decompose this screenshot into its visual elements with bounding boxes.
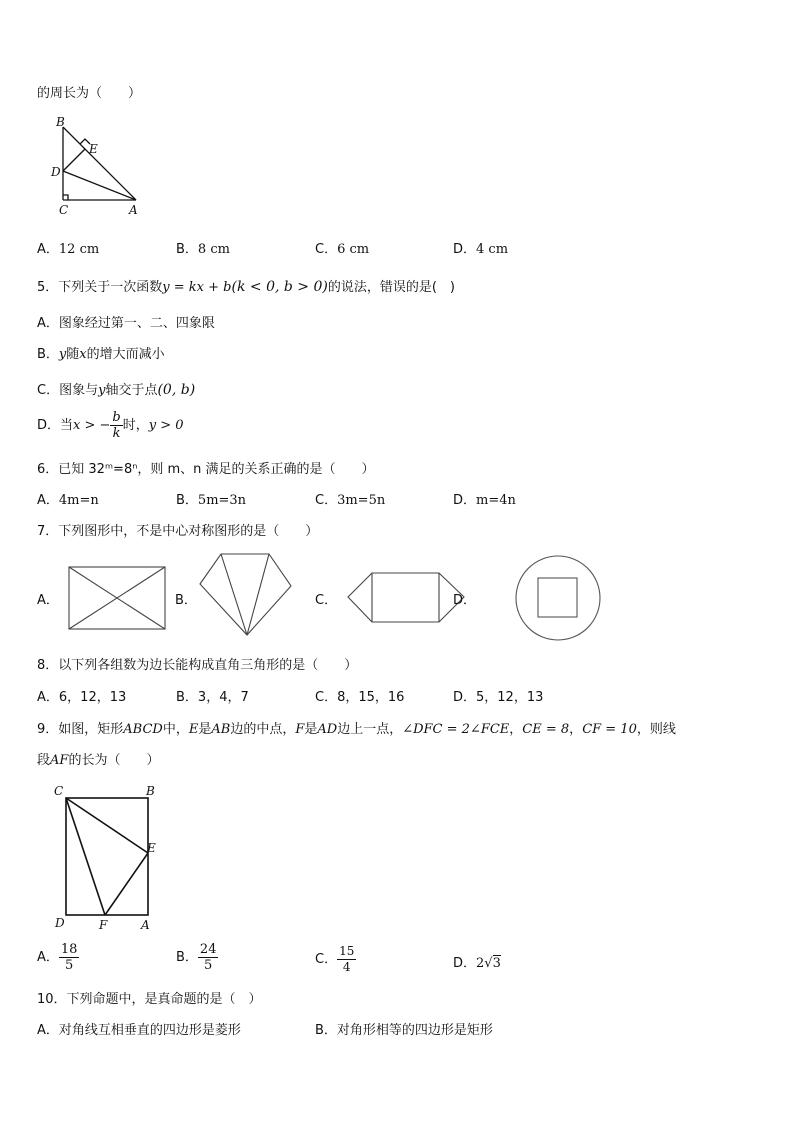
fraction [198, 942, 219, 973]
option-text: 轴交于点 [105, 383, 158, 398]
option-text: 6 cm [337, 242, 370, 257]
given-ce: CE = 8 [522, 722, 570, 737]
condition: (k < 0, b > 0) [231, 279, 328, 295]
option-text: m=4n [476, 493, 516, 508]
q4-label-d: D [51, 165, 61, 179]
angle-relation: ∠DFC = 2∠FCE [402, 722, 510, 737]
q8-option-d[interactable] [453, 686, 543, 705]
q8-stem: 8．以下列各组数为边长能构成直角三角形的是（ ） [37, 658, 358, 673]
q4-option-b[interactable] [176, 238, 230, 257]
q4-triangle-figure [48, 114, 148, 220]
q7-letter-c[interactable]: C． [315, 593, 338, 608]
q4-label-a: A [129, 203, 138, 217]
stem-text: 9．如图，矩形 [37, 722, 124, 737]
q7-stem: 7．下列图形中，不是中心对称图形的是（ ） [37, 524, 319, 539]
q7-figure-a-rectangle[interactable] [68, 566, 166, 630]
q10-stem: 10．下列命题中，是真命题的是（ ） [37, 992, 262, 1007]
variable: AB [211, 722, 231, 737]
stem-text: 是 [198, 722, 212, 737]
option-text: 8 cm [197, 242, 230, 257]
q9-label-b: B [146, 784, 155, 798]
q4-option-a[interactable] [37, 238, 99, 257]
fraction-numerator: 24 [199, 942, 217, 957]
fraction [59, 942, 80, 973]
q10-option-b[interactable]: B．对角形相等的四边形是矩形 [315, 1023, 493, 1038]
q9-label-c: C [54, 784, 64, 798]
variable: F [295, 722, 305, 737]
stem-text: 是 [304, 722, 318, 737]
q5-stem [37, 276, 455, 295]
q7-letter-a[interactable]: A． [37, 593, 59, 608]
stem-text: ，则线 [636, 722, 676, 737]
q9-label-e: E [147, 841, 156, 855]
q6-stem: 6．已知 32ᵐ=8ⁿ，则 m、n 满足的关系正确的是（ ） [37, 462, 375, 477]
q4-option-d[interactable] [453, 238, 508, 257]
option-letter: C． [315, 952, 338, 967]
option-letter: D． [37, 418, 61, 433]
stem-text: 的说法，错误的是( ) [327, 280, 456, 295]
q7-figure-d-circle-square[interactable] [513, 553, 603, 643]
option-letter: A． [37, 690, 59, 705]
formula: y = kx + b [162, 280, 232, 295]
option-text: 图象经过第一、二、四象限 [58, 316, 215, 331]
option-text: 随 [66, 347, 80, 362]
q4-stem-tail: 的周长为（ ） [37, 86, 142, 101]
option-text: 3，4，7 [197, 690, 249, 705]
q7-figure-c-hexagon[interactable] [346, 571, 468, 625]
option-letter: C． [37, 383, 60, 398]
option-letter: D． [453, 956, 477, 971]
q9-option-c[interactable] [315, 944, 356, 975]
question-number: 5． [37, 280, 59, 295]
option-text: 4m=n [58, 493, 99, 508]
q6-option-c[interactable] [315, 489, 385, 508]
option-letter: D． [453, 690, 477, 705]
q7-figure-b-pentagon[interactable] [198, 552, 296, 638]
q9-option-a[interactable] [37, 942, 79, 973]
result: y > 0 [148, 418, 184, 433]
q4-label-e: E [89, 142, 98, 156]
given-cf: CF = 10 [582, 722, 637, 737]
q9-option-d[interactable] [453, 952, 501, 971]
point: (0, b) [157, 382, 196, 398]
variable: AD [317, 722, 338, 737]
q9-stem-line1 [37, 718, 676, 737]
fraction-numerator: 18 [60, 942, 78, 957]
option-letter: B． [176, 690, 198, 705]
q5-option-d[interactable] [37, 410, 184, 441]
variable: ABCD [123, 722, 163, 737]
fraction-numerator: b [112, 410, 121, 425]
q7-letter-b[interactable]: B． [175, 593, 197, 608]
stem-text: 的长为（ ） [68, 753, 160, 768]
option-letter: B． [37, 347, 59, 362]
variable: y [58, 347, 67, 362]
q7-letter-d[interactable]: D． [453, 593, 477, 608]
option-text: 图象与 [59, 383, 99, 398]
q5-option-b[interactable] [37, 343, 165, 362]
q8-option-b[interactable] [176, 686, 249, 705]
option-letter: D． [453, 242, 477, 257]
variable: y [98, 383, 106, 398]
option-letter: D． [453, 493, 477, 508]
q4-label-c: C [59, 203, 69, 217]
variable: AF [50, 753, 69, 768]
option-text: 时， [122, 418, 149, 433]
fraction-numerator: 15 [339, 944, 355, 958]
q9-label-f: F [99, 918, 108, 932]
option-letter: A． [37, 950, 59, 965]
fraction-denominator: 4 [342, 960, 351, 974]
stem-text: 下列关于一次函数 [58, 280, 163, 295]
option-letter: C． [315, 690, 338, 705]
stem-text: 边上一点， [337, 722, 403, 737]
q5-option-a[interactable] [37, 312, 215, 331]
q8-option-a[interactable] [37, 686, 126, 705]
fraction-denominator: 5 [65, 958, 74, 973]
variable: E [188, 722, 199, 737]
option-text: 6，12，13 [58, 690, 127, 705]
option-letter: B． [176, 493, 198, 508]
option-text: 当 [60, 418, 74, 433]
option-letter: A． [37, 493, 59, 508]
option-text: 4 cm [476, 242, 509, 257]
q6-option-b[interactable] [176, 489, 246, 508]
q4-label-b: B [56, 115, 65, 129]
q9-option-b[interactable] [176, 942, 218, 973]
fraction-denominator: k [112, 426, 121, 441]
sqrt-icon: √ [484, 956, 493, 971]
q9-rectangle-figure [50, 780, 165, 935]
variable: x [79, 347, 87, 362]
option-letter: A． [37, 242, 59, 257]
option-letter: B． [176, 242, 198, 257]
q9-label-a: A [141, 918, 150, 932]
coefficient: 2 [476, 956, 485, 971]
option-letter: B． [176, 950, 198, 965]
q9-label-d: D [55, 916, 65, 930]
q4-option-c[interactable] [315, 238, 369, 257]
option-letter: A． [37, 316, 59, 331]
option-text: 8，15，16 [337, 690, 405, 705]
q8-option-c[interactable] [315, 686, 404, 705]
option-text: 的增大而减小 [86, 347, 165, 362]
option-text: 12 cm [58, 242, 100, 257]
inequality: x > − [73, 418, 111, 433]
stem-text: ， [509, 722, 523, 737]
q5-option-c[interactable] [37, 379, 195, 398]
q9-stem-line2 [37, 749, 159, 768]
stem-text: ， [569, 722, 583, 737]
q10-option-a[interactable]: A．对角线互相垂直的四边形是菱形 [37, 1023, 241, 1038]
option-letter: C． [315, 242, 338, 257]
stem-text: 中， [162, 722, 189, 737]
fraction [337, 944, 356, 975]
stem-text: 段 [37, 753, 51, 768]
option-text: 3m=5n [337, 493, 386, 508]
radicand: 3 [492, 956, 501, 971]
q6-option-a[interactable] [37, 489, 99, 508]
option-text: 5m=3n [197, 493, 247, 508]
fraction-denominator: 5 [204, 958, 213, 973]
option-text: 5，12，13 [476, 690, 544, 705]
q6-option-d[interactable] [453, 489, 516, 508]
stem-text: 边的中点， [230, 722, 296, 737]
fraction [110, 410, 122, 441]
option-letter: C． [315, 493, 338, 508]
